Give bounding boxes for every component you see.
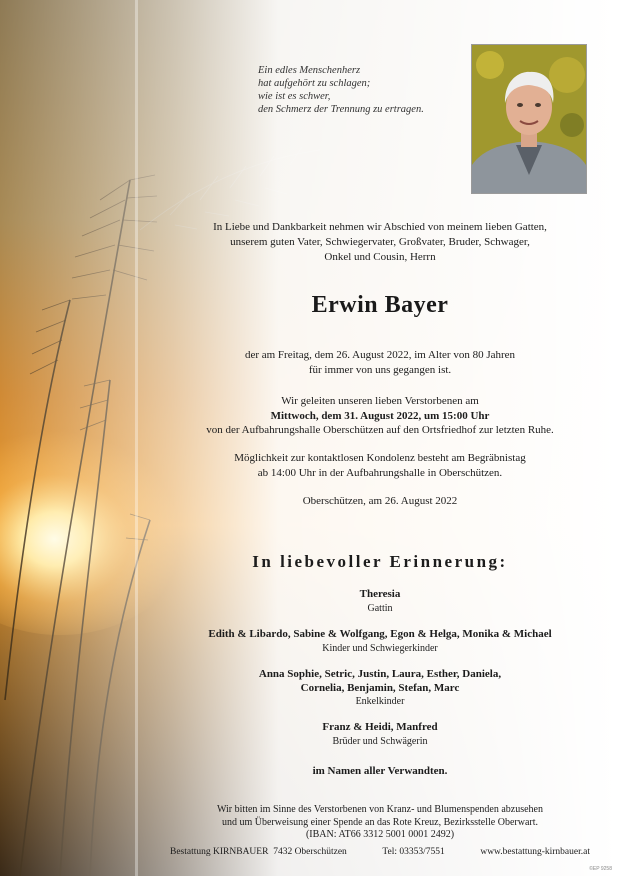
family-group bbox=[170, 628, 590, 655]
poem-line: hat aufgehört zu schlagen; bbox=[258, 78, 371, 89]
family-names: Cornelia, Benjamin, Stefan, Marc bbox=[300, 681, 460, 694]
family-names: Anna Sophie, Setric, Justin, Laura, Esther, Daniela, bbox=[258, 668, 502, 680]
family-names: Theresia bbox=[359, 588, 401, 600]
footer-company-address bbox=[170, 847, 347, 857]
relatives-line: im Namen aller Verwandten. bbox=[312, 765, 448, 777]
donation-request bbox=[170, 804, 590, 842]
footer-company: Bestattung KIRNBAUER bbox=[170, 847, 269, 857]
portrait-photo-illustration bbox=[472, 45, 586, 193]
funeral-line: von der Aufbahrungshalle Oberschützen auf den Ortsfriedhof zur letzten Ruhe. bbox=[206, 424, 554, 436]
footer-phone: Tel: 03353/7551 bbox=[382, 847, 445, 857]
death-notice bbox=[170, 348, 590, 377]
death-line: für immer von uns gegangen ist. bbox=[308, 363, 452, 376]
footer-website[interactable]: www.bestattung-kirnbauer.at bbox=[480, 847, 590, 857]
closing-line: Wir bitten im Sinne des Verstorbenen von Kranz- und Blumenspenden abzusehen bbox=[216, 804, 543, 815]
family-group bbox=[170, 721, 590, 748]
funeral-home-footer bbox=[170, 847, 590, 857]
deceased-name: Erwin Bayer bbox=[311, 292, 449, 318]
footer-address: 7432 Oberschützen bbox=[273, 847, 347, 857]
intro-text bbox=[170, 220, 590, 265]
intro-line: Onkel und Cousin, Herrn bbox=[324, 251, 436, 263]
death-line: der am Freitag, dem 26. August 2022, im Alter von 80 Jahren bbox=[244, 349, 516, 361]
family-role: Brüder und Schwägerin bbox=[332, 735, 428, 747]
place-date: Oberschützen, am 26. August 2022 bbox=[302, 495, 458, 507]
remembrance-heading: In liebevoller Erinnerung: bbox=[252, 552, 508, 571]
poem-line: Ein edles Menschenherz bbox=[258, 65, 361, 76]
memorial-poem bbox=[258, 64, 468, 116]
funeral-date: Mittwoch, dem 31. August 2022, um 15:00 Uhr bbox=[270, 409, 490, 422]
closing-line: und um Überweisung einer Spende an das Rote Kreuz, Bezirksstelle Oberwart. bbox=[221, 816, 538, 828]
family-names: Edith & Libardo, Sabine & Wolfgang, Egon & Helga, Monika & Michael bbox=[208, 628, 552, 640]
condolence-line: Möglichkeit zur kontaktlosen Kondolenz besteht am Begräbnistag bbox=[234, 452, 526, 464]
family-role: Gattin bbox=[367, 602, 393, 614]
family-names: Franz & Heidi, Manfred bbox=[322, 721, 438, 733]
family-group bbox=[170, 588, 590, 615]
family-role: Kinder und Schwiegerkinder bbox=[322, 642, 438, 654]
poem-line: wie ist es schwer, bbox=[258, 91, 331, 102]
intro-line: unserem guten Vater, Schwiegervater, Großvater, Bruder, Schwager, bbox=[230, 236, 530, 248]
portrait-photo bbox=[471, 44, 587, 194]
print-code: ©EP 9258 bbox=[589, 866, 612, 872]
poem-line: den Schmerz der Trennung zu ertragen. bbox=[258, 104, 424, 115]
family-group bbox=[170, 668, 590, 709]
funeral-info bbox=[170, 394, 590, 438]
intro-line: In Liebe und Dankbarkeit nehmen wir Abschied von meinem lieben Gatten, bbox=[213, 221, 547, 233]
condolence-info bbox=[170, 451, 590, 480]
condolence-line: ab 14:00 Uhr in der Aufbahrungshalle in Oberschützen. bbox=[257, 466, 503, 479]
closing-line: (IBAN: AT66 3312 5001 0001 2492) bbox=[305, 829, 455, 840]
funeral-line: Wir geleiten unseren lieben Verstorbenen am bbox=[281, 395, 479, 407]
family-role: Enkelkinder bbox=[355, 696, 405, 707]
